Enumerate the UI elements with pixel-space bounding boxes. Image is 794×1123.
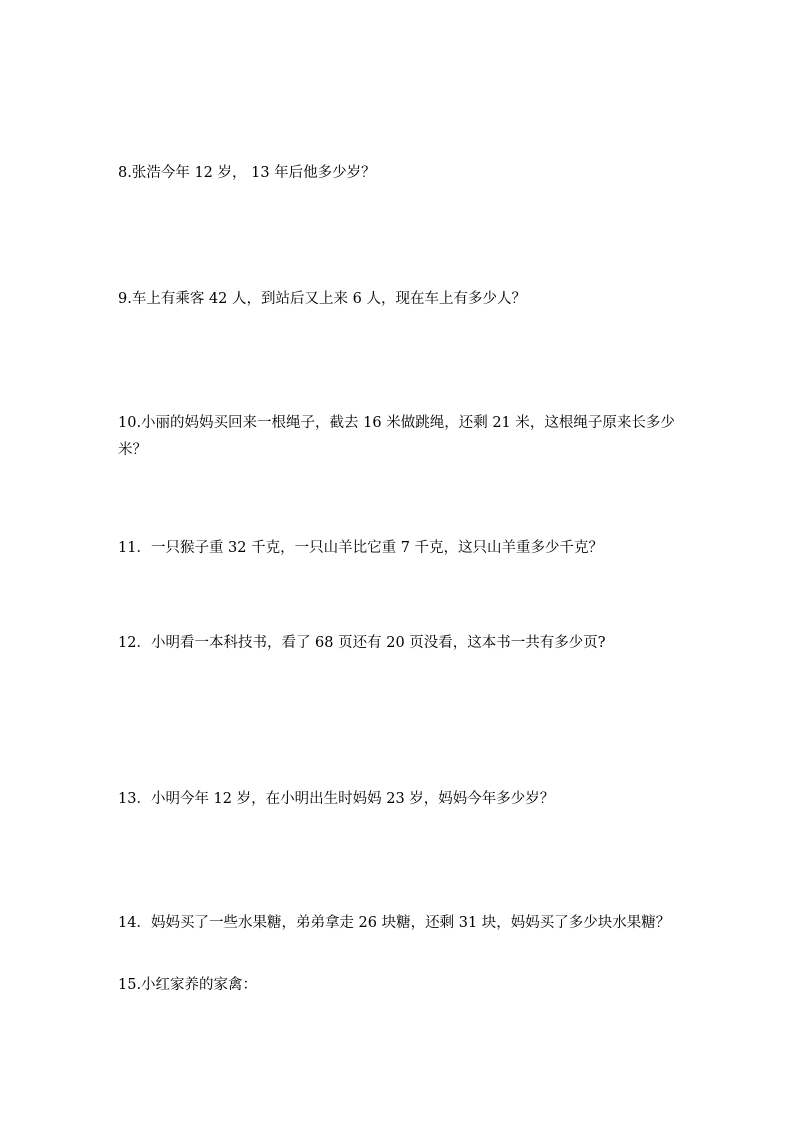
question-13: 13．小明今年 12 岁，在小明出生时妈妈 23 岁，妈妈今年多少岁？: [118, 791, 555, 807]
question-15: 15.小红家养的家禽：: [118, 977, 258, 993]
question-8: 8.张浩今年 12 岁， 13 年后他多少岁？: [118, 165, 376, 181]
question-9: 9.车上有乘客 42 人，到站后又上来 6 人，现在车上有多少人？: [118, 291, 526, 307]
question-12: 12．小明看一本科技书，看了 68 页还有 20 页没看，这本书一共有多少页?: [118, 635, 606, 651]
question-11: 11．一只猴子重 32 千克，一只山羊比它重 7 千克，这只山羊重多少千克？: [118, 540, 604, 556]
question-14: 14．妈妈买了一些水果糖，弟弟拿走 26 块糖，还剩 31 块，妈妈买了多少块水果糖？: [118, 915, 671, 931]
question-10: 10.小丽的妈妈买回来一根绳子，截去 16 米做跳绳，还剩 21 米，这根绳子原来长多少米？: [118, 415, 675, 458]
